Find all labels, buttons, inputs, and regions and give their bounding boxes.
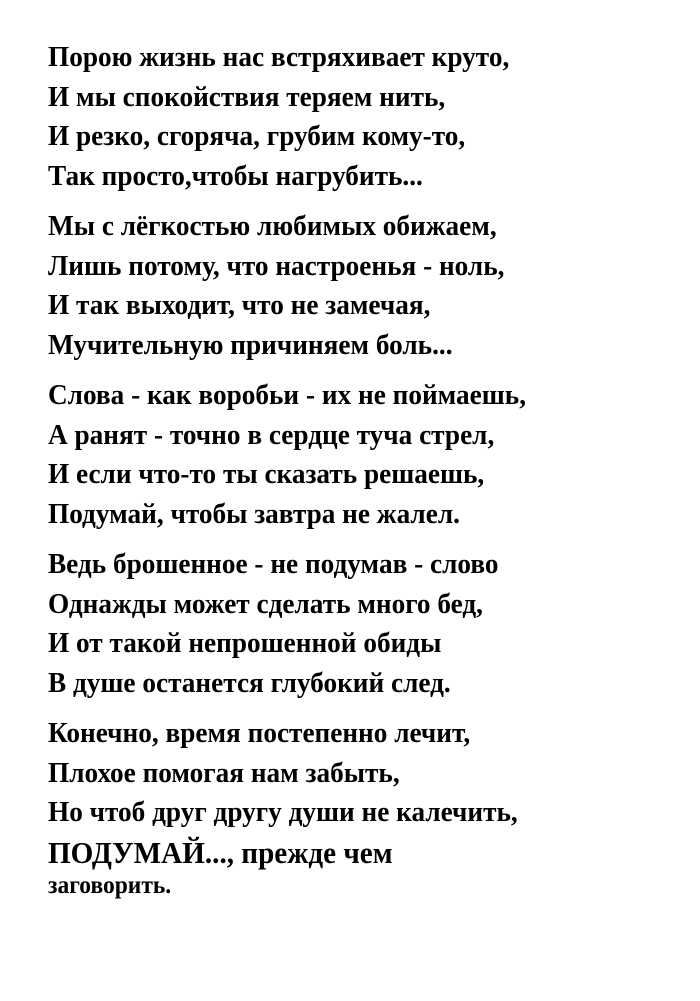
poem-line: Слова - как воробьи - их не поймаешь,: [48, 379, 527, 411]
poem-line: И если что-то ты сказать решаешь,: [48, 458, 485, 490]
poem-line: заговорить.: [48, 872, 172, 899]
poem-line: ПОДУМАЙ..., прежде чем: [48, 834, 393, 870]
poem-line: Порою жизнь нас встряхивает круто,: [48, 41, 510, 73]
poem-line: Конечно, время постепенно лечит,: [48, 717, 471, 749]
stanza-3: [48, 376, 688, 534]
poem-line: И так выходит, что не замечая,: [48, 289, 431, 321]
poem-line: И от такой непрошенной обиды: [48, 627, 442, 659]
poem-line: Мучительную причиняем боль...: [48, 328, 453, 361]
poem-line: Подумай, чтобы завтра не жалел.: [48, 497, 460, 530]
poem-line: Лишь потому, что настроенья - ноль,: [48, 249, 505, 282]
poem-line: В душе останется глубокий след.: [48, 666, 451, 699]
poem-line: Но чтоб друг другу души не калечить,: [48, 796, 518, 828]
stanza-1: [48, 38, 688, 196]
stanza-4: [48, 545, 688, 703]
poem-line: Мы с лёгкостью любимых обижаем,: [48, 210, 497, 242]
stanza-2: [48, 207, 688, 365]
poem-line: Ведь брошенное - не подумав - слово: [48, 548, 499, 580]
poem-line: Однажды может сделать много бед,: [48, 587, 483, 620]
poem-line: И мы спокойствия теряем нить,: [48, 80, 446, 113]
poem-line: Так просто,чтобы нагрубить...: [48, 159, 423, 192]
poem-line: А ранят - точно в сердце туча стрел,: [48, 418, 495, 451]
poem-line: И резко, сгоряча, грубим кому-то,: [48, 120, 466, 152]
poem: [48, 38, 688, 911]
stanza-5: [48, 714, 688, 900]
poem-line: Плохое помогая нам забыть,: [48, 756, 400, 789]
